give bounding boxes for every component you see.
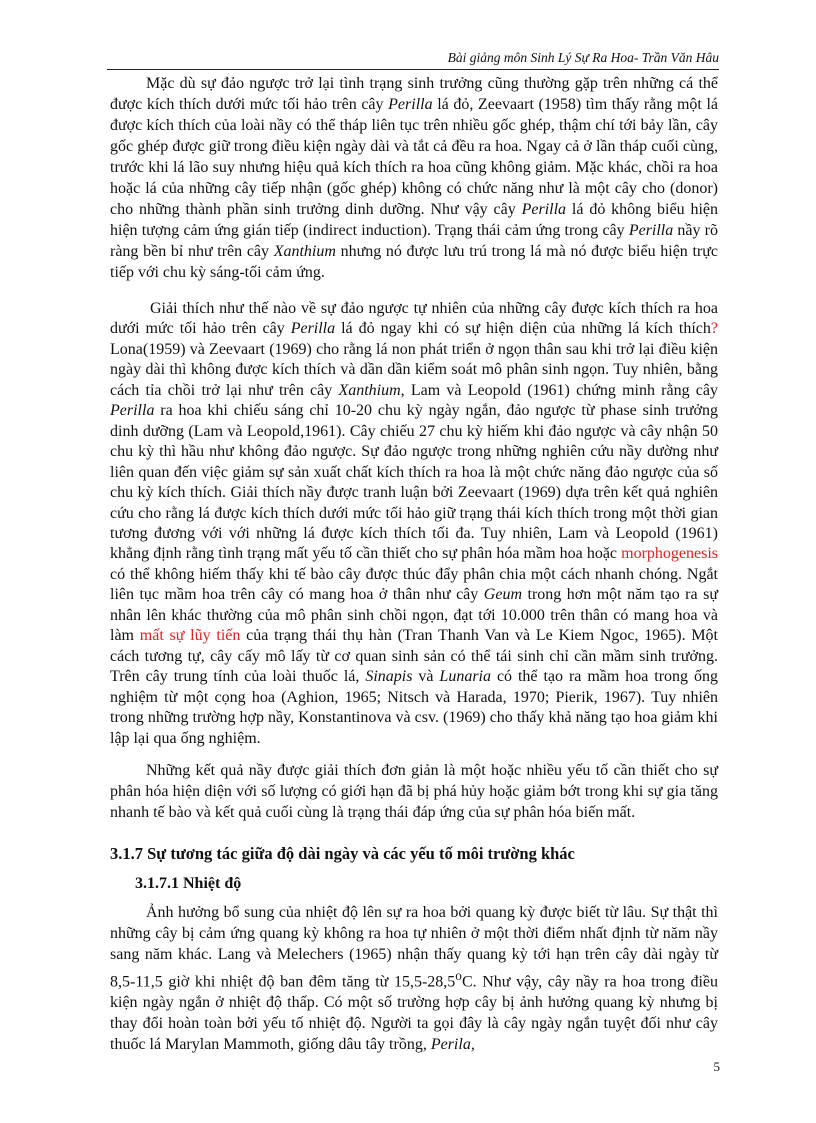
running-header: Bài giảng môn Sinh Lý Sự Ra Hoa- Trần Văn Hâu <box>447 50 719 65</box>
highlighted-question-mark: ? <box>710 320 718 338</box>
page-number: 5 <box>713 1059 720 1074</box>
highlighted-term-morphogenesis: morphogenesis <box>621 545 718 563</box>
header-rule <box>107 69 719 70</box>
subsection-heading-3-1-7-1: 3.1.7.1 Nhiệt độ <box>135 874 242 892</box>
page-body <box>110 73 718 1055</box>
paragraph-results-explanation: Những kết quả nầy được giải thích đơn giản là một hoặc nhiều yếu tố cần thiết cho sự phân hóa hiện diện với số lượng có giới hạn đã bị phá hủy hoặc giảm bớt trong khi sự gia tăng nhanh tế bào và kết quả cuối cùng là trạng thái đáp ứng của sự phân hóa biến mất. <box>110 761 718 821</box>
paragraph-perilla-reversal: Mặc dù sự đảo ngược trở lại tình trạng sinh trưởng cũng thường gặp trên những cá thể được kích thích dưới mức tối hảo trên cây Perilla lá đỏ, Zeevaart (1958) tìm thấy rằng một lá được kích thích của loài nầy có thể tháp liên tục trên nhiều gốc ghép, thậm chí tới bảy lần, cây gốc ghép được giữ trong điều kiện ngày dài và tắt cả đều ra hoa. Ngay cả ở lần tháp cuối cùng, trước khi lá lão suy nhưng hiệu quả kích thích ra hoa cũng không giảm. Mặc khác, chồi ra hoa hoặc lá của những cây tiếp nhận (gốc ghép) không có chức năng như là một cây cho (donor) cho những thành phần sinh trưởng dinh dưỡng. Như vậy cây Perilla lá đỏ không biểu hiện hiện tượng cảm ứng gián tiếp (indirect induction). Trạng thái cảm ứng trong cây Perilla nầy rõ ràng bền bỉ như trên cây Xanthium nhưng nó được lưu trú trong lá mà nó được biểu hiện trực tiếp với chu kỳ sáng-tối cảm ứng. <box>110 75 719 281</box>
paragraph-temperature-effect: Ảnh hưởng bổ sung của nhiệt độ lên sự ra hoa bởi quang kỳ được biết từ lâu. Sự thật thì những cây bị cảm ứng quang kỳ không ra hoa tự nhiên ở một thời điểm nhất định từ năm nầy sang năm khác. Lang và Melechers (1965) nhận thấy quang kỳ tới hạn trên cây dài ngày từ 8,5-11,5 giờ khi nhiệt độ ban đêm tăng từ 15,5-28,5$^o$C. Như vậy, cây nầy ra hoa trong điều kiện ngày ngắn ở nhiệt độ thấp. Có một số trường hợp cây bị ảnh hưởng quang kỳ nhưng bị thay đổi hoàn toàn bởi yếu tố nhiệt độ. Người ta gọi đây là cây ngày ngắn tuyệt đối như cây thuốc lá Marylan Mammoth, giống dâu tây trồng, Perila, <box>110 903 719 1054</box>
section-heading-3-1-7: 3.1.7 Sự tương tác giữa độ dài ngày và các yếu tố môi trường khác <box>110 843 575 863</box>
highlighted-term-progression: mất sự lũy tiến <box>139 627 241 645</box>
paragraph-natural-reversal: Giải thích như thế nào về sự đảo ngược tự nhiên của những cây được kích thích ra hoa dưới mức tối hảo trên cây Perilla lá đỏ ngay khi có sự hiện diện của những lá kích thích? Lona(1959) và Zeevaart (1969) cho rằng lá non phát triển ở ngọn thân sau khi trở lại điều kiện ngày dài thì không được kích thích và dần dần kiểm soát mô phân sinh ngọn. Tuy nhiên, bằng cách tỉa chồi trở lại như trên cây Xanthium, Lam và Leopold (1961) chứng minh rằng cây Perilla ra hoa khi chiếu sáng chỉ 10-20 chu kỳ ngày ngắn, đảo ngược từ phase sinh trưởng dinh dưỡng (Lam và Leopold,1961). Cây chiếu 27 chu kỳ hiếm khi đảo ngược và cây nhận 50 chu kỳ thì hầu như không đảo ngược. Sự đảo ngược trong những nghiên cứu nầy dường như liên quan đến việc giảm sự sản xuất chất kích thích ra hoa là một chức năng đảo ngược của số chu kỳ kích thích. Giải thích nầy được tranh luận bởi Zeevaart (1969) dựa trên kết quả nghiên cứu cho rằng lá được kích thích dưới mức tối hảo giữ trạng thái kích thích trong một thời gian tương đương với với những lá được kích thích tối đa. Tuy nhiên, Lam và Leopold (1961) khẳng định rằng tình trạng mất yếu tố cần thiết cho sự phân hóa mầm hoa hoặc morphogenesis có thể không hiếm thấy khi tế bào cây được thúc đẩy phân chia một cách nhanh chóng. Ngắt liên tục mầm hoa trên cây có mang hoa ở thân như cây Geum trong hơn một năm tạo ra sự nhân lên khác thường của mô phân sinh chồi ngọn, đạt tới 10.000 trên thân có mang hoa và làm mất sự lũy tiến của trạng thái thụ hàn (Tran Thanh Van và Le Kiem Ngoc, 1965). Một cách tương tự, cây cấy mô lấy từ cơ quan sinh sản có thể tái sinh chỉ cần mầm sinh trưởng. Trên cây trung tính của loài thuốc lá, Sinapis và Lunaria có thể tạo ra mầm hoa trong ống nghiệm từ một cọng hoa (Aghion, 1965; Nitsch và Harada, 1970; Pierik, 1967). Tuy nhiên trong những trường hợp nầy, Konstantinova và csv. (1969) cho thấy khả năng tạo hoa giảm khi lập lại qua ống nghiệm. <box>110 300 719 747</box>
